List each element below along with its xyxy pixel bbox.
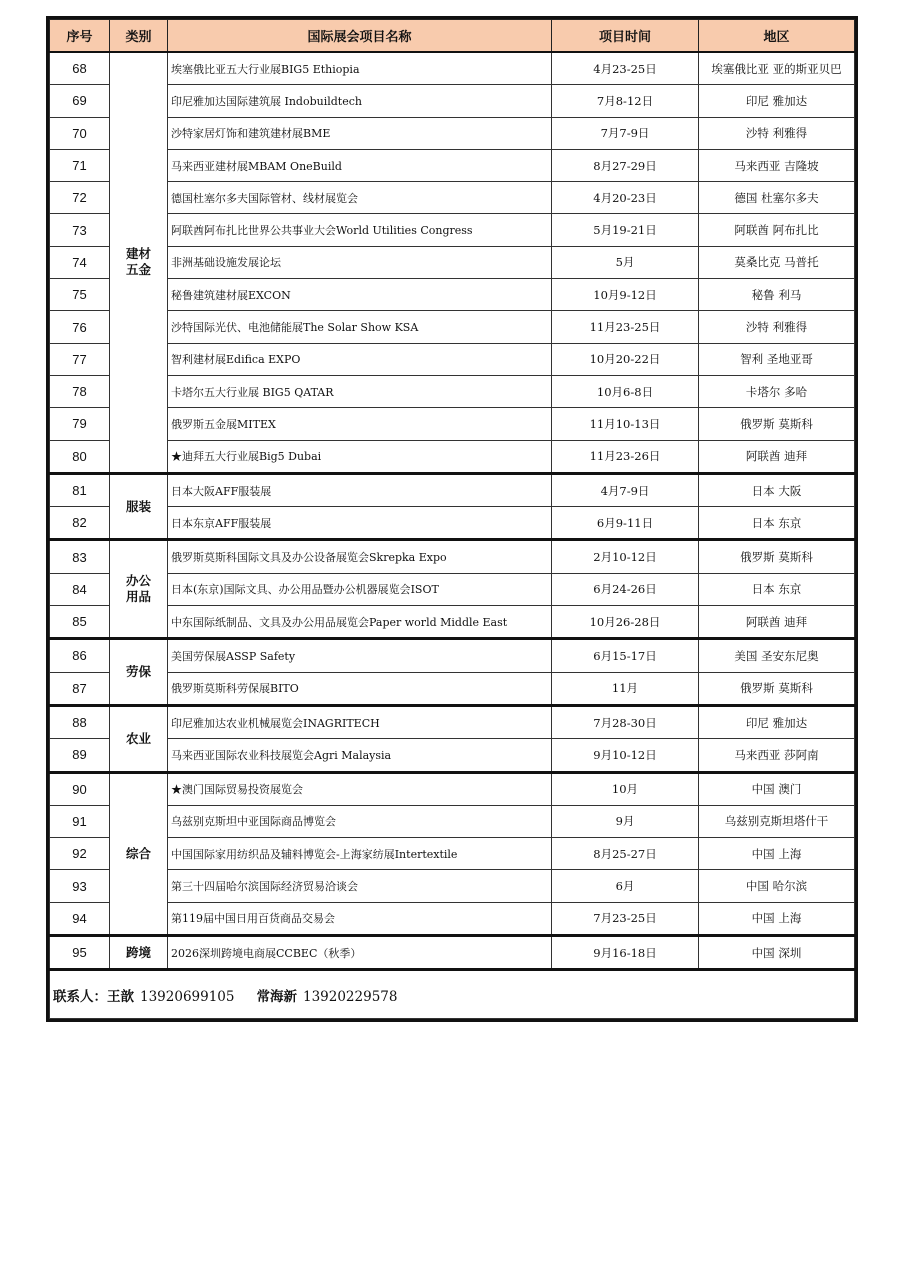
exhibition-date: 10月 bbox=[552, 772, 699, 805]
table-row bbox=[50, 182, 855, 214]
exhibition-date: 5月19-21日 bbox=[552, 214, 699, 246]
exhibition-name: 印尼雅加达国际建筑展 Indobuildtech bbox=[168, 85, 552, 117]
exhibition-name: 乌兹别克斯坦中亚国际商品博览会 bbox=[168, 805, 552, 837]
contact-name: 常海新 bbox=[256, 988, 297, 1005]
exhibition-name: 俄罗斯五金展MITEX bbox=[168, 408, 552, 440]
header-name: 国际展会项目名称 bbox=[168, 20, 552, 53]
exhibition-date: 7月7-9日 bbox=[552, 117, 699, 149]
exhibition-name: ★迪拜五大行业展Big5 Dubai bbox=[168, 440, 552, 473]
exhibition-region: 中国 上海 bbox=[699, 902, 855, 935]
exhibition-date: 6月 bbox=[552, 870, 699, 902]
category-cell: 办公 用品 bbox=[110, 540, 168, 639]
category-cell: 服装 bbox=[110, 473, 168, 540]
table-row bbox=[50, 52, 855, 85]
exhibition-region: 日本 东京 bbox=[699, 573, 855, 605]
table-row bbox=[50, 117, 855, 149]
contact-cell bbox=[50, 970, 855, 1019]
row-number: 89 bbox=[50, 739, 110, 772]
row-number: 79 bbox=[50, 408, 110, 440]
exhibition-date: 10月6-8日 bbox=[552, 375, 699, 407]
row-number: 70 bbox=[50, 117, 110, 149]
row-number: 82 bbox=[50, 507, 110, 540]
row-number: 76 bbox=[50, 311, 110, 343]
table-row bbox=[50, 672, 855, 705]
exhibition-region: 德国 杜塞尔多夫 bbox=[699, 182, 855, 214]
contact-name: 王歆 bbox=[107, 988, 134, 1005]
exhibition-region: 马来西亚 吉隆坡 bbox=[699, 149, 855, 181]
table-row bbox=[50, 606, 855, 639]
row-number: 85 bbox=[50, 606, 110, 639]
exhibition-name: 埃塞俄比亚五大行业展BIG5 Ethiopia bbox=[168, 52, 552, 85]
row-number: 86 bbox=[50, 639, 110, 672]
table-row bbox=[50, 85, 855, 117]
exhibition-name: 中东国际纸制品、文具及办公用品展览会Paper world Middle East bbox=[168, 606, 552, 639]
table-row bbox=[50, 408, 855, 440]
category-cell: 综合 bbox=[110, 772, 168, 935]
row-number: 81 bbox=[50, 473, 110, 506]
exhibition-date: 9月 bbox=[552, 805, 699, 837]
table-row bbox=[50, 870, 855, 902]
exhibition-date: 6月9-11日 bbox=[552, 507, 699, 540]
table-row bbox=[50, 214, 855, 246]
exhibition-region: 俄罗斯 莫斯科 bbox=[699, 672, 855, 705]
exhibition-region: 俄罗斯 莫斯科 bbox=[699, 540, 855, 573]
table-header-row bbox=[50, 20, 855, 53]
row-number: 90 bbox=[50, 772, 110, 805]
exhibition-name: 第119届中国日用百货商品交易会 bbox=[168, 902, 552, 935]
category-cell: 农业 bbox=[110, 705, 168, 772]
table-row bbox=[50, 902, 855, 935]
exhibition-region: 中国 上海 bbox=[699, 838, 855, 870]
contact-phone: 13920699105 bbox=[140, 988, 235, 1005]
exhibition-name: 阿联酋阿布扎比世界公共事业大会World Utilities Congress bbox=[168, 214, 552, 246]
header-region: 地区 bbox=[699, 20, 855, 53]
exhibition-name: 沙特国际光伏、电池储能展The Solar Show KSA bbox=[168, 311, 552, 343]
exhibition-date: 4月23-25日 bbox=[552, 52, 699, 85]
table-row bbox=[50, 440, 855, 473]
exhibition-date: 10月20-22日 bbox=[552, 343, 699, 375]
row-number: 88 bbox=[50, 705, 110, 738]
table-row bbox=[50, 936, 855, 970]
exhibition-date: 7月8-12日 bbox=[552, 85, 699, 117]
exhibition-date: 11月23-26日 bbox=[552, 440, 699, 473]
exhibition-date: 11月23-25日 bbox=[552, 311, 699, 343]
table-row bbox=[50, 573, 855, 605]
table-row bbox=[50, 739, 855, 772]
exhibition-name: 智利建材展Edifica EXPO bbox=[168, 343, 552, 375]
exhibition-name: 俄罗斯莫斯科劳保展BITO bbox=[168, 672, 552, 705]
category-cell: 建材 五金 bbox=[110, 52, 168, 473]
exhibition-region: 智利 圣地亚哥 bbox=[699, 343, 855, 375]
exhibition-region: 印尼 雅加达 bbox=[699, 705, 855, 738]
exhibition-name: 第三十四届哈尔滨国际经济贸易洽谈会 bbox=[168, 870, 552, 902]
exhibition-date: 10月9-12日 bbox=[552, 279, 699, 311]
exhibition-date: 9月10-12日 bbox=[552, 739, 699, 772]
exhibition-region: 中国 深圳 bbox=[699, 936, 855, 970]
exhibition-date: 8月25-27日 bbox=[552, 838, 699, 870]
contact-row bbox=[50, 970, 855, 1019]
header-date: 项目时间 bbox=[552, 20, 699, 53]
table-row bbox=[50, 246, 855, 278]
exhibition-name: 马来西亚建材展MBAM OneBuild bbox=[168, 149, 552, 181]
exhibition-region: 莫桑比克 马普托 bbox=[699, 246, 855, 278]
exhibition-region: 阿联酋 阿布扎比 bbox=[699, 214, 855, 246]
contact-label: 联系人： bbox=[53, 988, 107, 1005]
row-number: 75 bbox=[50, 279, 110, 311]
exhibition-name: 秘鲁建筑建材展EXCON bbox=[168, 279, 552, 311]
exhibition-date: 8月27-29日 bbox=[552, 149, 699, 181]
row-number: 69 bbox=[50, 85, 110, 117]
table-row bbox=[50, 772, 855, 805]
row-number: 73 bbox=[50, 214, 110, 246]
exhibition-date: 6月24-26日 bbox=[552, 573, 699, 605]
exhibition-region: 秘鲁 利马 bbox=[699, 279, 855, 311]
exhibition-name: ★澳门国际贸易投资展览会 bbox=[168, 772, 552, 805]
header-no: 序号 bbox=[50, 20, 110, 53]
exhibition-name: 2026深圳跨境电商展CCBEC（秋季） bbox=[168, 936, 552, 970]
exhibition-region: 日本 东京 bbox=[699, 507, 855, 540]
table-row bbox=[50, 311, 855, 343]
row-number: 93 bbox=[50, 870, 110, 902]
exhibition-date: 6月15-17日 bbox=[552, 639, 699, 672]
exhibition-date: 5月 bbox=[552, 246, 699, 278]
table-body bbox=[50, 52, 855, 970]
table-row bbox=[50, 540, 855, 573]
exhibition-date: 7月28-30日 bbox=[552, 705, 699, 738]
exhibition-region: 美国 圣安东尼奥 bbox=[699, 639, 855, 672]
row-number: 77 bbox=[50, 343, 110, 375]
table-row bbox=[50, 507, 855, 540]
row-number: 94 bbox=[50, 902, 110, 935]
exhibition-region: 阿联酋 迪拜 bbox=[699, 606, 855, 639]
row-number: 71 bbox=[50, 149, 110, 181]
exhibition-region: 马来西亚 莎阿南 bbox=[699, 739, 855, 772]
row-number: 95 bbox=[50, 936, 110, 970]
exhibition-date: 2月10-12日 bbox=[552, 540, 699, 573]
exhibition-name: 德国杜塞尔多夫国际管材、线材展览会 bbox=[168, 182, 552, 214]
exhibition-date: 11月10-13日 bbox=[552, 408, 699, 440]
table-row bbox=[50, 805, 855, 837]
table-row bbox=[50, 279, 855, 311]
exhibition-region: 埃塞俄比亚 亚的斯亚贝巴 bbox=[699, 52, 855, 85]
exhibition-date: 11月 bbox=[552, 672, 699, 705]
exhibition-region: 阿联酋 迪拜 bbox=[699, 440, 855, 473]
exhibition-name: 俄罗斯莫斯科国际文具及办公设备展览会Skrepka Expo bbox=[168, 540, 552, 573]
row-number: 80 bbox=[50, 440, 110, 473]
exhibition-name: 美国劳保展ASSP Safety bbox=[168, 639, 552, 672]
row-number: 78 bbox=[50, 375, 110, 407]
exhibition-region: 沙特 利雅得 bbox=[699, 311, 855, 343]
table-row bbox=[50, 343, 855, 375]
exhibition-region: 中国 澳门 bbox=[699, 772, 855, 805]
exhibition-region: 卡塔尔 多哈 bbox=[699, 375, 855, 407]
category-cell: 跨境 bbox=[110, 936, 168, 970]
exhibition-date: 7月23-25日 bbox=[552, 902, 699, 935]
exhibition-date: 4月20-23日 bbox=[552, 182, 699, 214]
exhibition-region: 乌兹别克斯坦塔什干 bbox=[699, 805, 855, 837]
row-number: 74 bbox=[50, 246, 110, 278]
exhibition-date: 10月26-28日 bbox=[552, 606, 699, 639]
table-row bbox=[50, 473, 855, 506]
exhibition-name: 沙特家居灯饰和建筑建材展BME bbox=[168, 117, 552, 149]
table-row bbox=[50, 838, 855, 870]
exhibition-date: 9月16-18日 bbox=[552, 936, 699, 970]
row-number: 91 bbox=[50, 805, 110, 837]
exhibition-name: 印尼雅加达农业机械展览会INAGRITECH bbox=[168, 705, 552, 738]
table-row bbox=[50, 639, 855, 672]
exhibition-region: 沙特 利雅得 bbox=[699, 117, 855, 149]
row-number: 72 bbox=[50, 182, 110, 214]
row-number: 92 bbox=[50, 838, 110, 870]
table-row bbox=[50, 149, 855, 181]
table-row bbox=[50, 375, 855, 407]
exhibition-name: 马来西亚国际农业科技展览会Agri Malaysia bbox=[168, 739, 552, 772]
exhibition-region: 中国 哈尔滨 bbox=[699, 870, 855, 902]
row-number: 87 bbox=[50, 672, 110, 705]
exhibition-table bbox=[49, 19, 855, 1019]
exhibition-region: 印尼 雅加达 bbox=[699, 85, 855, 117]
table-row bbox=[50, 705, 855, 738]
exhibition-name: 中国国际家用纺织品及辅料博览会-上海家纺展Intertextile bbox=[168, 838, 552, 870]
exhibition-name: 日本东京AFF服装展 bbox=[168, 507, 552, 540]
exhibition-name: 非洲基础设施发展论坛 bbox=[168, 246, 552, 278]
row-number: 68 bbox=[50, 52, 110, 85]
exhibition-table-container bbox=[46, 16, 858, 1022]
contact-phone: 13920229578 bbox=[302, 988, 398, 1005]
exhibition-name: 卡塔尔五大行业展 BIG5 QATAR bbox=[168, 375, 552, 407]
row-number: 84 bbox=[50, 573, 110, 605]
exhibition-name: 日本(东京)国际文具、办公用品暨办公机器展览会ISOT bbox=[168, 573, 552, 605]
row-number: 83 bbox=[50, 540, 110, 573]
category-cell: 劳保 bbox=[110, 639, 168, 706]
exhibition-name: 日本大阪AFF服装展 bbox=[168, 473, 552, 506]
exhibition-date: 4月7-9日 bbox=[552, 473, 699, 506]
header-category: 类别 bbox=[110, 20, 168, 53]
exhibition-region: 日本 大阪 bbox=[699, 473, 855, 506]
exhibition-region: 俄罗斯 莫斯科 bbox=[699, 408, 855, 440]
